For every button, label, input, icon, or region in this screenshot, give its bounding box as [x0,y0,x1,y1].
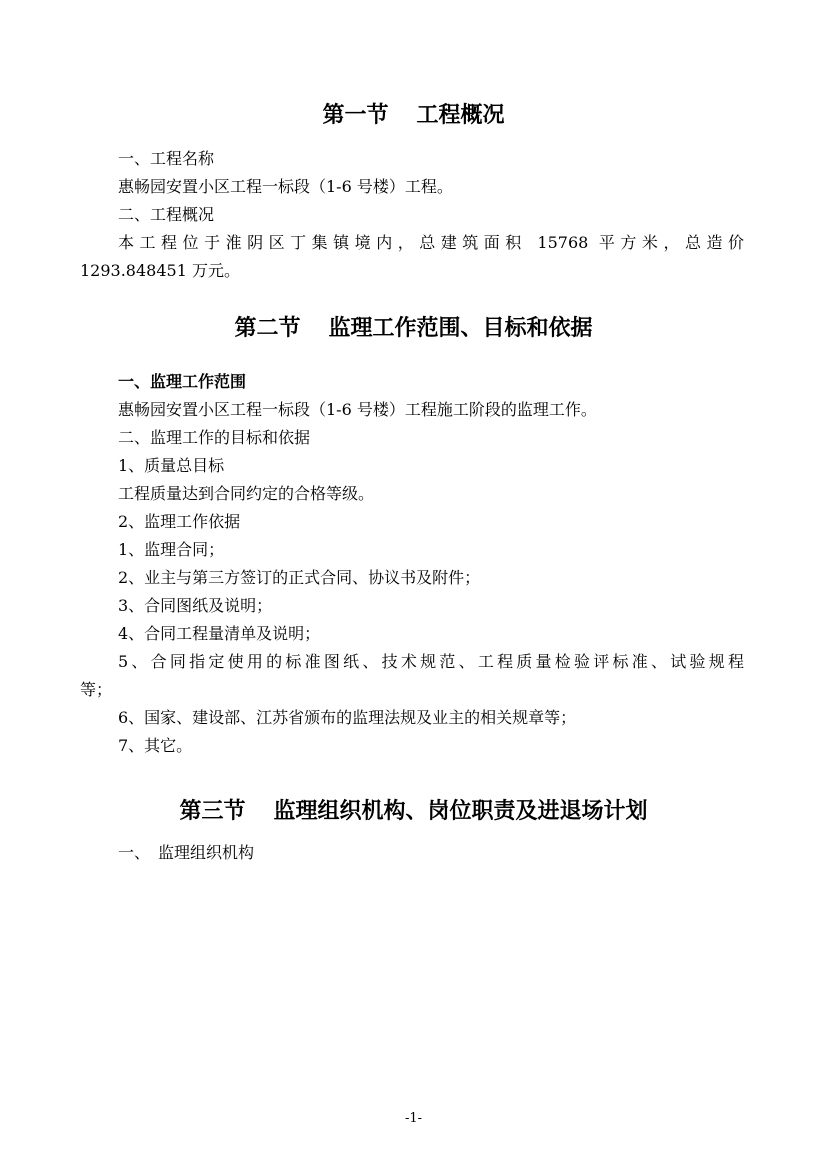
section-1-heading [0,98,827,129]
scope-text: 惠畅园安置小区工程一标段（1-6 号楼）工程施工阶段的监理工作。 [118,400,597,419]
quality-goal-heading: 1、质量总目标 [118,456,225,475]
project-overview-line-2: 1293.848451 万元。 [80,261,240,280]
basis-item-2: 2、业主与第三方签订的正式合同、协议书及附件； [118,568,481,587]
page-number: -1- [404,1111,423,1126]
section-3-title: 监理组织机构、岗位职责及进退场计划 [273,798,648,824]
section-2-heading [0,311,827,342]
section-1-number: 第一节 [322,102,389,128]
scope-subheading: 一、监理工作范围 [118,372,247,391]
section-1-title: 工程概况 [416,102,505,128]
basis-item-5-line-2: 等； [80,680,113,699]
basis-heading: 2、监理工作依据 [118,512,241,531]
basis-item-4: 4、合同工程量清单及说明； [118,624,321,643]
section-2-number: 第二节 [234,315,301,341]
section-3-heading [0,794,827,825]
basis-item-6: 6、国家、建设部、江苏省颁布的监理法规及业主的相关规章等； [118,708,577,727]
section-2-title: 监理工作范围、目标和依据 [328,315,593,341]
project-name-heading: 一、工程名称 [118,149,215,168]
goals-heading: 二、监理工作的目标和依据 [118,428,311,447]
project-name-text: 惠畅园安置小区工程一标段（1-6 号楼）工程。 [118,177,453,196]
quality-goal-text: 工程质量达到合同约定的合格等级。 [118,484,375,503]
organization-heading: 一、 监理组织机构 [118,843,255,862]
basis-item-7: 7、其它。 [118,736,193,755]
basis-item-1: 1、监理合同； [118,540,225,559]
project-overview-heading: 二、工程概况 [118,205,215,224]
basis-item-5-line-1: 5、合同指定使用的标准图纸、技术规范、工程质量检验评标准、试验规程 [118,652,744,671]
project-overview-line-1: 本工程位于淮阴区丁集镇境内，总建筑面积 15768 平方米，总造价 [118,233,744,252]
section-3-number: 第三节 [179,798,246,824]
basis-item-3: 3、合同图纸及说明； [118,596,273,615]
